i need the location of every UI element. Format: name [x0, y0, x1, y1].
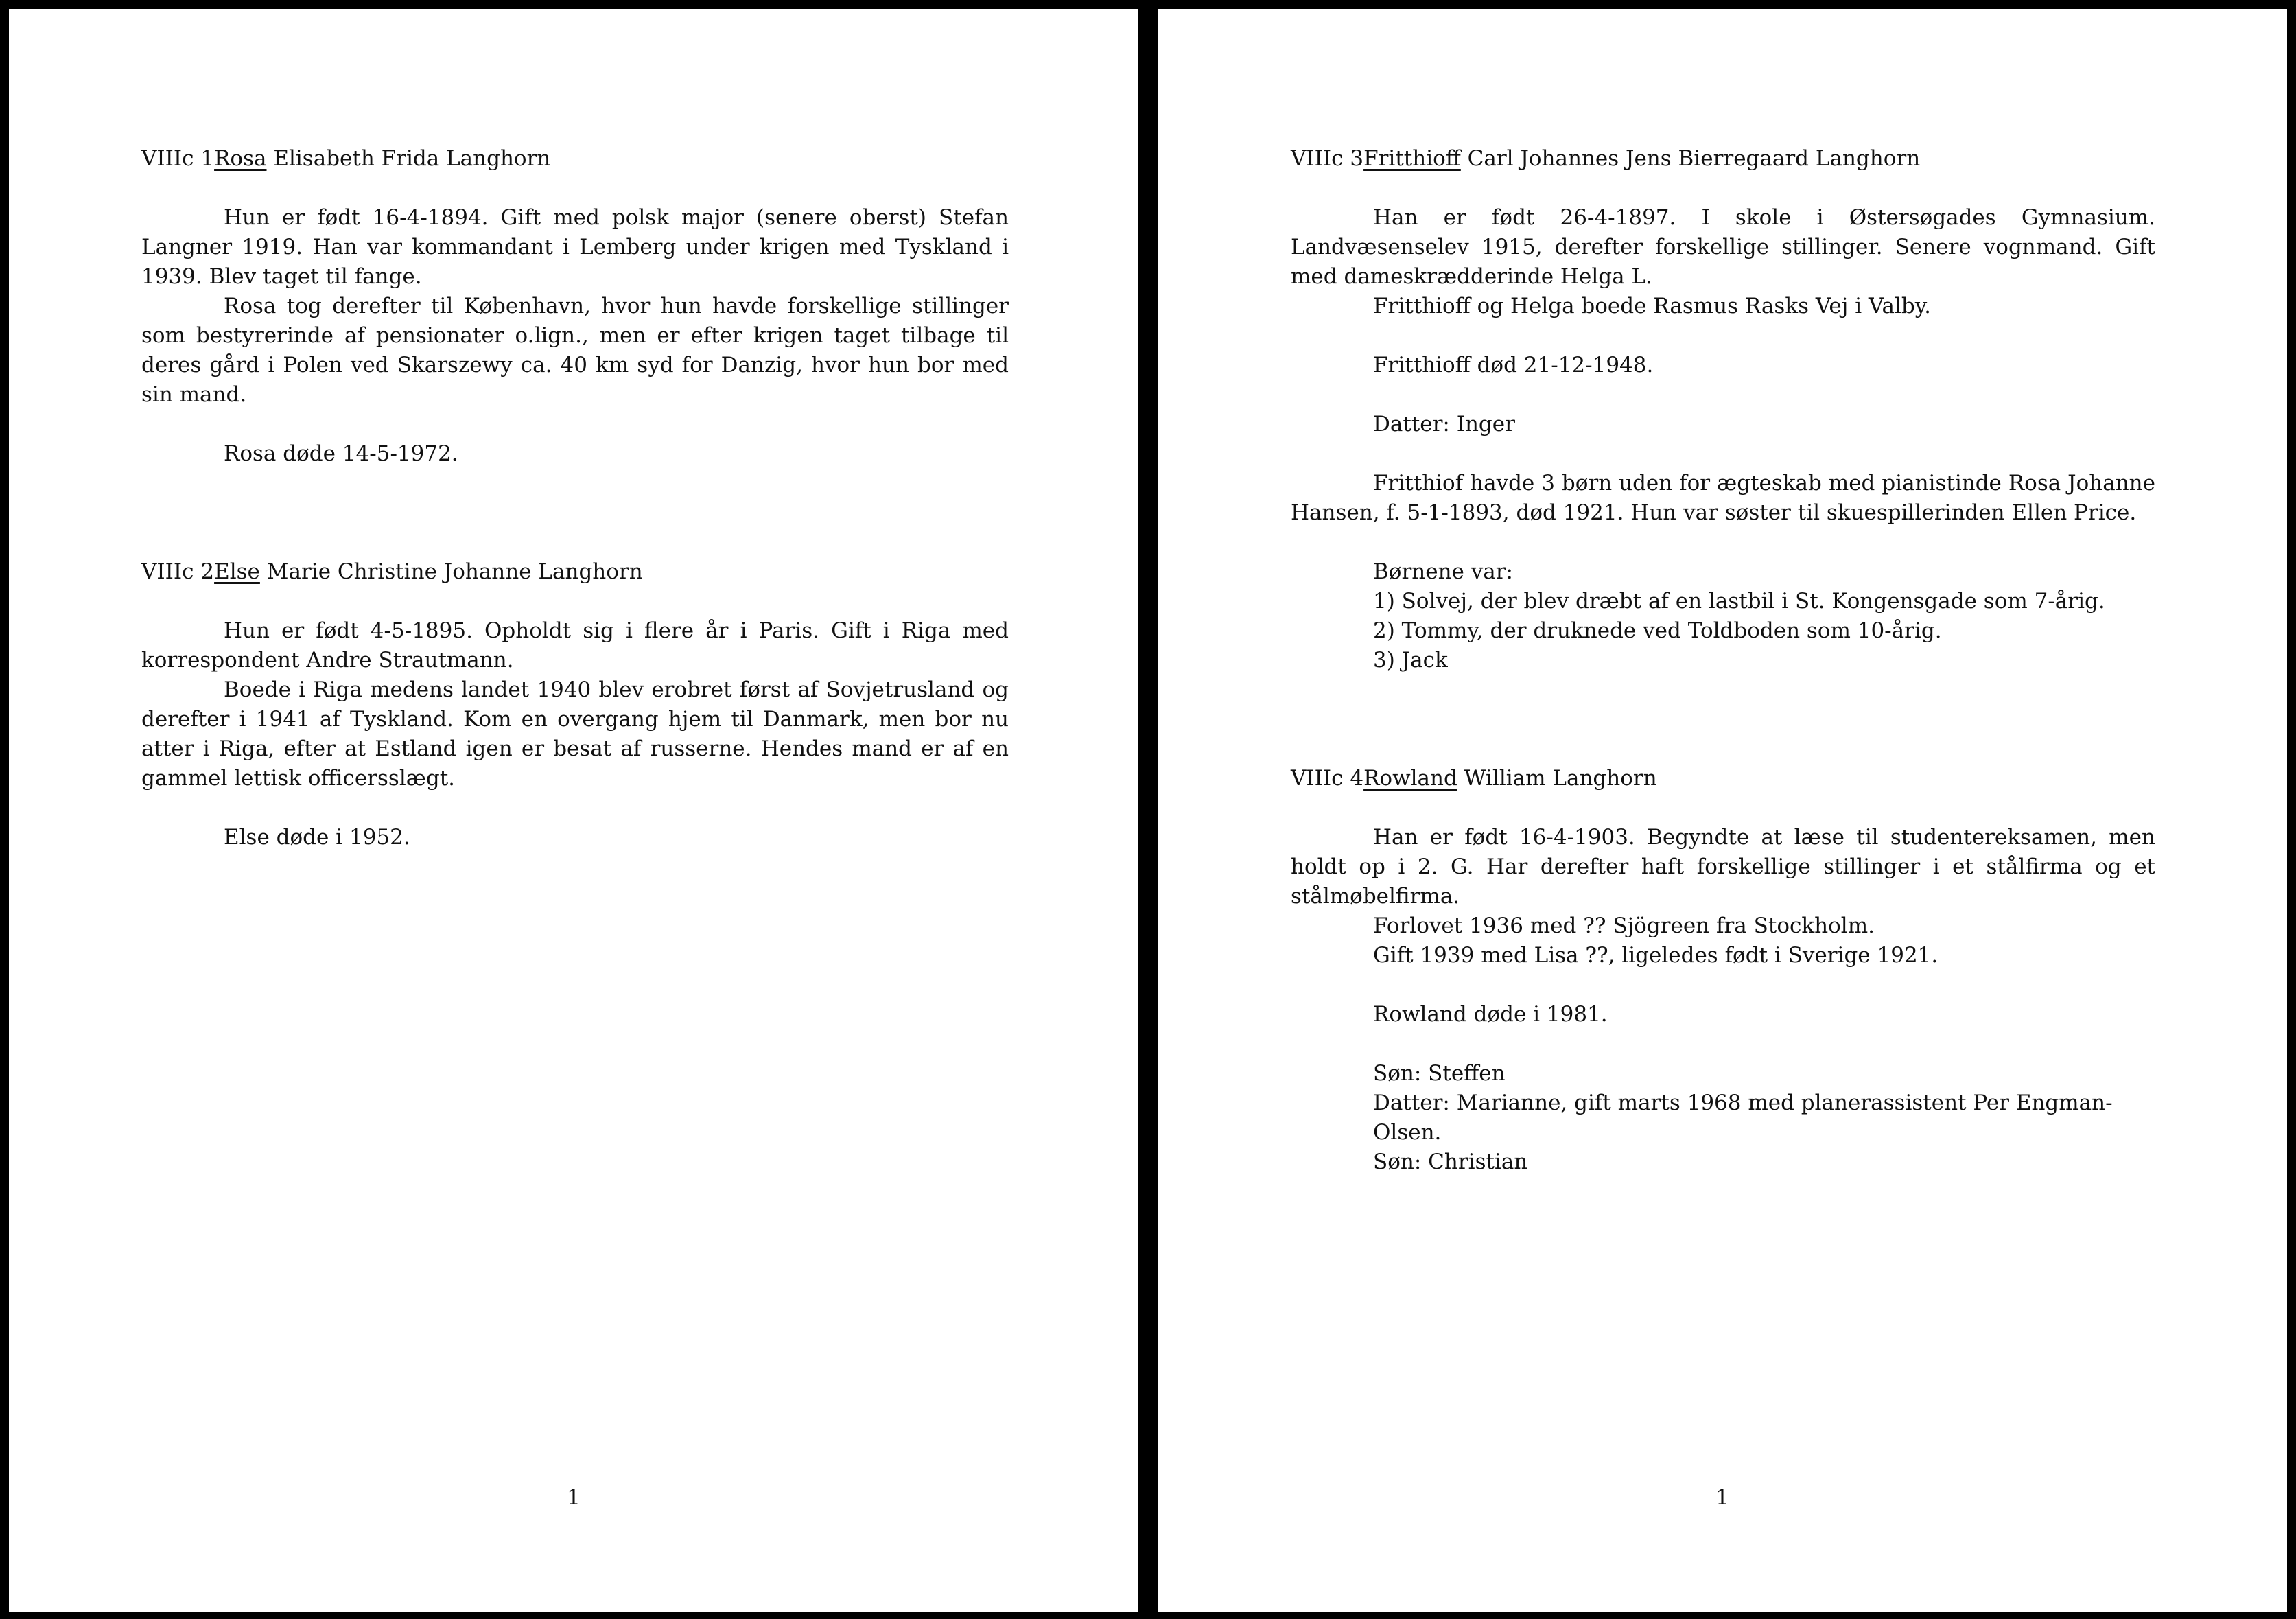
- entry-heading: [1291, 144, 2155, 174]
- child-item: 3) Jack: [1373, 648, 1448, 673]
- entry-paragraph: Fritthioff og Helga boede Rasmus Rasks Vej i Valby.: [1373, 294, 1932, 318]
- entry-paragraph: Hun er født 4-5-1895. Opholdt sig i flere år i Paris. Gift i Riga med korrespondent Andre Strautmann.: [141, 618, 1009, 673]
- offspring-item: Søn: Christian: [1373, 1150, 1528, 1174]
- entry-full-name: William Langhorn: [1457, 766, 1657, 791]
- right-page-text: [1158, 9, 2155, 1177]
- entry-death: Else døde i 1952.: [224, 825, 410, 850]
- entry-heading: [141, 144, 1009, 174]
- left-page: [9, 9, 1138, 1612]
- entry-paragraph: Fritthiof havde 3 børn uden for ægteskab med pianistinde Rosa Johanne Hansen, f. 5-1-1893, død 1921. Hun var søster til skuespillerinden Ellen Price.: [1291, 471, 2155, 525]
- entry-daughter: Datter: Inger: [1373, 412, 1515, 436]
- entry-given-name: Else: [214, 559, 260, 584]
- entry-code: VIIIc 2: [141, 559, 215, 584]
- offspring-item: Søn: Steffen: [1373, 1061, 1506, 1086]
- page-number-text: 1: [567, 1485, 581, 1510]
- entry-code: VIIIc 3: [1291, 146, 1364, 171]
- child-item: 2) Tommy, der druknede ved Toldboden som 10-årig.: [1373, 618, 1942, 643]
- entry-full-name: Elisabeth Frida Langhorn: [266, 146, 551, 171]
- entry-paragraph: Forlovet 1936 med ?? Sjögreen fra Stockholm.: [1373, 913, 1875, 938]
- right-page: [1158, 9, 2287, 1612]
- entry-heading: [141, 557, 1009, 587]
- entry-given-name: Fritthioff: [1363, 146, 1461, 171]
- offspring-item: Datter: Marianne, gift marts 1968 med planerassistent Per Engman-Olsen.: [1373, 1091, 2113, 1145]
- entry-full-name: Marie Christine Johanne Langhorn: [259, 559, 643, 584]
- entry-paragraph: Gift 1939 med Lisa ??, ligeledes født i Sverige 1921.: [1373, 943, 1938, 968]
- entry-paragraph: Han er født 26-4-1897. I skole i Østersøgades Gymnasium. Landvæsenselev 1915, derefter forskellige stillinger. Senere vognmand. Gift med dameskrædderinde Helga L.: [1291, 205, 2155, 289]
- entry-given-name: Rosa: [214, 146, 267, 171]
- child-item: 1) Solvej, der blev dræbt af en lastbil i St. Kongensgade som 7-årig.: [1373, 589, 2105, 614]
- left-page-text: [9, 9, 1009, 852]
- entry-heading: [1291, 764, 2155, 793]
- entry-code: VIIIc 4: [1291, 766, 1364, 791]
- entry-death: Fritthioff død 21-12-1948.: [1373, 353, 1654, 377]
- page-number-text: 1: [1715, 1485, 1729, 1510]
- page-number: [9, 1483, 1138, 1513]
- entry-paragraph: Han er født 16-4-1903. Begyndte at læse til studentereksamen, men holdt op i 2. G. Har derefter haft forskellige stillinger i et stålfirma og et stålmøbelfirma.: [1291, 825, 2155, 909]
- entry-paragraph: Rosa tog derefter til København, hvor hun havde forskellige stillinger som bestyrerinde af pensionater o.lign., men er efter krigen taget tilbage til deres gård i Polen ved Skarszewy ca. 40 km syd for Danzig, hvor hun bor med sin mand.: [141, 294, 1009, 407]
- entry-paragraph: Boede i Riga medens landet 1940 blev erobret først af Sovjetrusland og derefter i 1941 af Tyskland. Kom en overgang hjem til Danmark, men bor nu atter i Riga, efter at Estland igen er besat af russerne. Hendes mand er af en gammel lettisk officersslægt.: [141, 677, 1009, 791]
- entry-full-name: Carl Johannes Jens Bierregaard Langhorn: [1460, 146, 1921, 171]
- entry-given-name: Rowland: [1363, 766, 1457, 791]
- entry-paragraph: Hun er født 16-4-1894. Gift med polsk major (senere oberst) Stefan Langner 1919. Han var kommandant i Lemberg under krigen med Tyskland i 1939. Blev taget til fange.: [141, 205, 1009, 289]
- page-number: [1158, 1483, 2287, 1513]
- entry-code: VIIIc 1: [141, 146, 215, 171]
- children-heading: Børnene var:: [1373, 559, 1513, 584]
- entry-death: Rowland døde i 1981.: [1373, 1002, 1608, 1027]
- entry-death: Rosa døde 14-5-1972.: [224, 441, 458, 466]
